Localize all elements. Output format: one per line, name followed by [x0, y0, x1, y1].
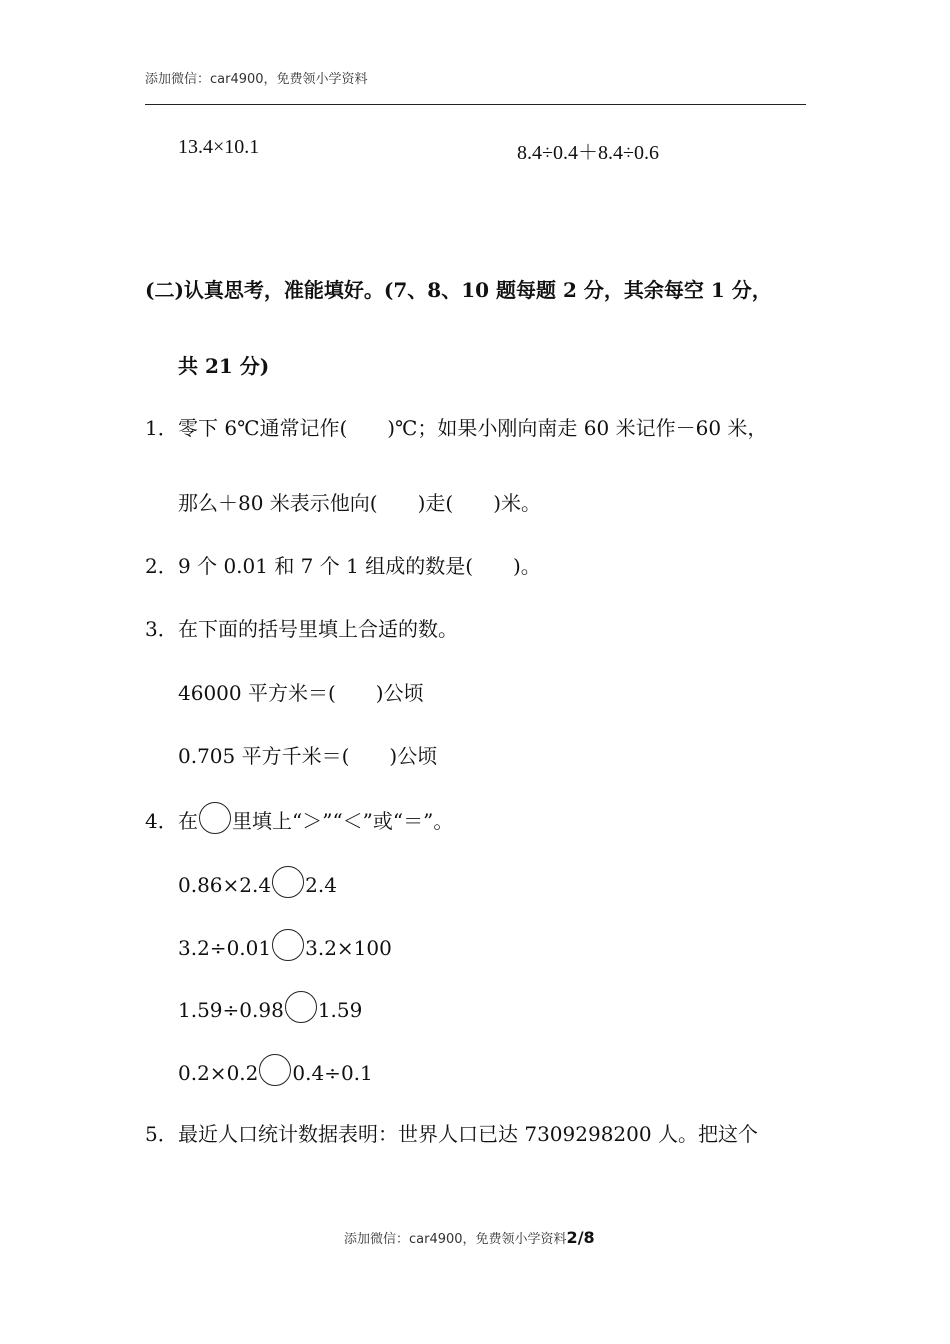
comparison-circle-icon[interactable]: [272, 929, 304, 961]
comparison-circle-icon: [199, 802, 231, 834]
question-5-line1: 最近人口统计数据表明：世界人口已达 7309298200 人。把这个: [178, 1122, 758, 1146]
question-2-number: 2．: [145, 554, 178, 578]
page-total: 8: [583, 1228, 595, 1247]
page-number: 2: [566, 1228, 578, 1247]
question-2: [145, 550, 541, 579]
header-divider: [145, 104, 806, 105]
question-3: [145, 613, 458, 642]
comparison-right: 1.59: [317, 998, 363, 1022]
page-header-text: 添加微信：car4900，免费领小学资料: [145, 72, 368, 87]
comparison-circle-icon[interactable]: [259, 1054, 291, 1086]
question-4: [145, 802, 453, 834]
question-3-number: 3．: [145, 617, 178, 641]
comparison-right: 0.4÷0.1: [292, 1061, 373, 1085]
question-1-line2: 那么＋80 米表示他向( )走( )米。: [178, 491, 542, 515]
comparison-left: 0.86×2.4: [178, 873, 272, 897]
comparison-left: 3.2÷0.01: [178, 936, 272, 960]
comparison-circle-icon[interactable]: [272, 866, 304, 898]
comparison-row: [178, 866, 337, 898]
question-4-post: 里填上“＞”“＜”或“＝”。: [232, 809, 454, 833]
calc-expression-right: 8.4÷0.4＋8.4÷0.6: [517, 142, 659, 164]
page-footer: [344, 1228, 595, 1247]
comparison-left: 0.2×0.2: [178, 1061, 259, 1085]
question-5-number: 5．: [145, 1122, 178, 1146]
comparison-row: [178, 991, 362, 1023]
question-4-number: 4．: [145, 809, 178, 833]
calc-expression-left: 13.4×10.1: [178, 136, 260, 158]
question-1-line1: 零下 6℃通常记作( )℃；如果小刚向南走 60 米记作－60 米，: [178, 416, 768, 440]
question-1-number: 1．: [145, 416, 178, 440]
page-separator: /: [577, 1228, 584, 1247]
comparison-row: [178, 1054, 373, 1086]
question-3-line1: 在下面的括号里填上合适的数。: [178, 617, 458, 641]
comparison-left: 1.59÷0.98: [178, 998, 284, 1022]
question-5: [145, 1118, 758, 1147]
question-3-item-b: 0.705 平方千米＝( )公顷: [178, 744, 438, 768]
section-title-line2: 共 21 分): [178, 354, 270, 378]
question-1: [145, 412, 767, 441]
section-title-line1: (二)认真思考，准能填好。(7、8、10 题每题 2 分，其余每空 1 分，: [145, 278, 772, 302]
question-3-item-a: 46000 平方米＝( )公顷: [178, 681, 424, 705]
comparison-right: 2.4: [305, 873, 337, 897]
comparison-right: 3.2×100: [305, 936, 392, 960]
question-2-line1: 9 个 0.01 和 7 个 1 组成的数是( )。: [178, 554, 541, 578]
comparison-circle-icon[interactable]: [285, 991, 317, 1023]
footer-text: 添加微信：car4900，免费领小学资料: [344, 1232, 567, 1247]
comparison-row: [178, 929, 392, 961]
question-4-pre: 在: [178, 809, 198, 833]
